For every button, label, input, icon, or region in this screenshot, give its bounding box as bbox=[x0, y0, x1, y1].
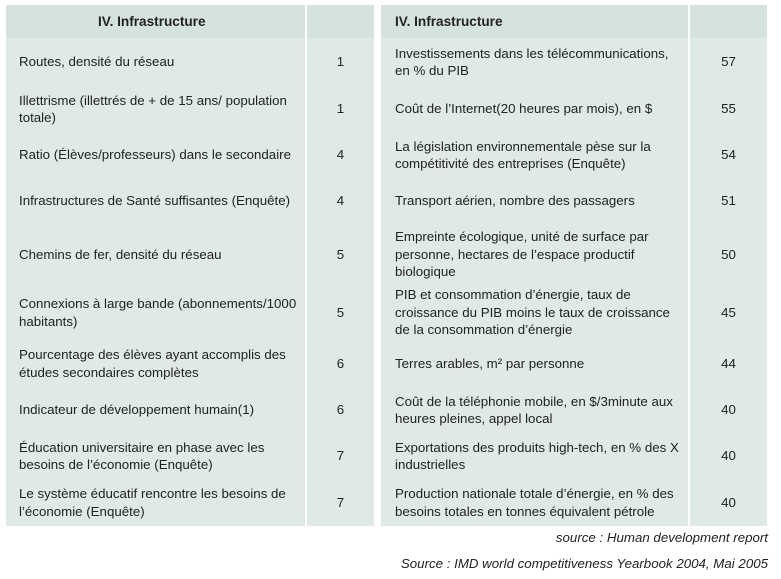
table-row bbox=[381, 132, 767, 178]
rank-value: 1 bbox=[336, 54, 345, 70]
rank-value: 44 bbox=[721, 355, 736, 371]
indicator-label: Connexions à large bande (abonnements/1000 habitants) bbox=[19, 296, 297, 329]
indicator-label: Empreinte écologique, unité de surface par personne, hectares de l’espace productif biologique bbox=[395, 229, 649, 280]
table-row bbox=[381, 224, 767, 285]
right-table bbox=[381, 5, 767, 526]
left-table-header bbox=[6, 5, 374, 38]
table-row bbox=[381, 387, 767, 433]
table-row bbox=[381, 178, 767, 224]
indicator-label: Coût de l’Internet(20 heures par mois), en $ bbox=[395, 101, 653, 117]
indicator-label: Indicateur de développement humain(1) bbox=[19, 402, 255, 418]
rank-value: 55 bbox=[721, 101, 736, 117]
indicator-label: Investissements dans les télécommunications, en % du PIB bbox=[395, 45, 669, 78]
table-row bbox=[6, 285, 374, 340]
rank-value: 50 bbox=[721, 246, 736, 262]
indicator-label: Chemins de fer, densité du réseau bbox=[19, 246, 222, 262]
table-row bbox=[381, 433, 767, 479]
right-header-title: IV. Infrastructure bbox=[395, 14, 503, 29]
table-row bbox=[381, 38, 767, 86]
rank-value: 4 bbox=[336, 147, 345, 163]
table-row bbox=[6, 387, 374, 433]
indicator-label: PIB et consommation d’énergie, taux de croissance du PIB moins le taux de croissance de la consommation d’énergie bbox=[395, 287, 670, 338]
indicator-label: Le système éducatif rencontre les besoins de l’économie (Enquête) bbox=[19, 486, 286, 519]
right-header-rank-cell bbox=[690, 5, 767, 38]
rank-value: 40 bbox=[721, 402, 736, 418]
left-header-title: IV. Infrastructure bbox=[98, 14, 206, 29]
indicator-label: Infrastructures de Santé suffisantes (Enquête) bbox=[19, 193, 291, 209]
table-row bbox=[6, 224, 374, 285]
rank-value: 57 bbox=[721, 54, 736, 70]
indicator-label: Éducation universitaire en phase avec les besoins de l’économie (Enquête) bbox=[19, 439, 265, 472]
indicator-label: Ratio (Élèves/professeurs) dans le secondaire bbox=[19, 147, 291, 163]
left-table bbox=[6, 5, 374, 526]
rank-value: 7 bbox=[336, 448, 345, 464]
rank-value: 7 bbox=[336, 494, 345, 510]
table-row bbox=[6, 38, 374, 86]
table-row bbox=[6, 178, 374, 224]
table-row bbox=[381, 285, 767, 340]
table-row bbox=[6, 340, 374, 387]
table-row bbox=[6, 479, 374, 526]
rank-value: 6 bbox=[336, 355, 345, 371]
indicator-label: Coût de la téléphonie mobile, en $/3minute aux heures pleines, appel local bbox=[395, 393, 673, 426]
source-note-imd: Source : IMD world competitiveness Yearbook 2004, Mai 2005 bbox=[400, 556, 768, 571]
rank-value: 1 bbox=[336, 101, 345, 117]
indicator-label: Production nationale totale d’énergie, en % des besoins totales en tonnes équivalent pétrole bbox=[395, 486, 674, 519]
table-row bbox=[6, 86, 374, 132]
table-row bbox=[381, 479, 767, 526]
indicator-label: Transport aérien, nombre des passagers bbox=[395, 193, 635, 209]
rank-value: 5 bbox=[336, 246, 345, 262]
indicator-label: Routes, densité du réseau bbox=[19, 54, 175, 70]
indicator-label: Illettrisme (illettrés de + de 15 ans/ population totale) bbox=[19, 92, 287, 125]
rank-value: 45 bbox=[721, 304, 736, 320]
rank-value: 4 bbox=[336, 193, 345, 209]
table-row bbox=[381, 86, 767, 132]
rank-value: 51 bbox=[721, 193, 736, 209]
left-table-body bbox=[6, 38, 374, 526]
rank-value: 40 bbox=[721, 494, 736, 510]
left-header-rank-cell bbox=[307, 5, 374, 38]
indicator-label: Pourcentage des élèves ayant accomplis des études secondaires complètes bbox=[19, 347, 286, 380]
indicator-label: Exportations des produits high-tech, en % des X industrielles bbox=[395, 439, 679, 472]
table-row bbox=[6, 132, 374, 178]
indicator-label: La législation environnementale pèse sur la compétitivité des entreprises (Enquête) bbox=[395, 138, 651, 171]
table-row bbox=[381, 340, 767, 387]
rank-value: 54 bbox=[721, 147, 736, 163]
source-note-hdr: source : Human development report bbox=[555, 530, 768, 545]
rank-value: 5 bbox=[336, 304, 345, 320]
right-table-body bbox=[381, 38, 767, 526]
rank-value: 40 bbox=[721, 448, 736, 464]
rank-value: 6 bbox=[336, 402, 345, 418]
right-table-header bbox=[381, 5, 767, 38]
indicator-label: Terres arables, m² par personne bbox=[395, 355, 585, 371]
table-row bbox=[6, 433, 374, 479]
